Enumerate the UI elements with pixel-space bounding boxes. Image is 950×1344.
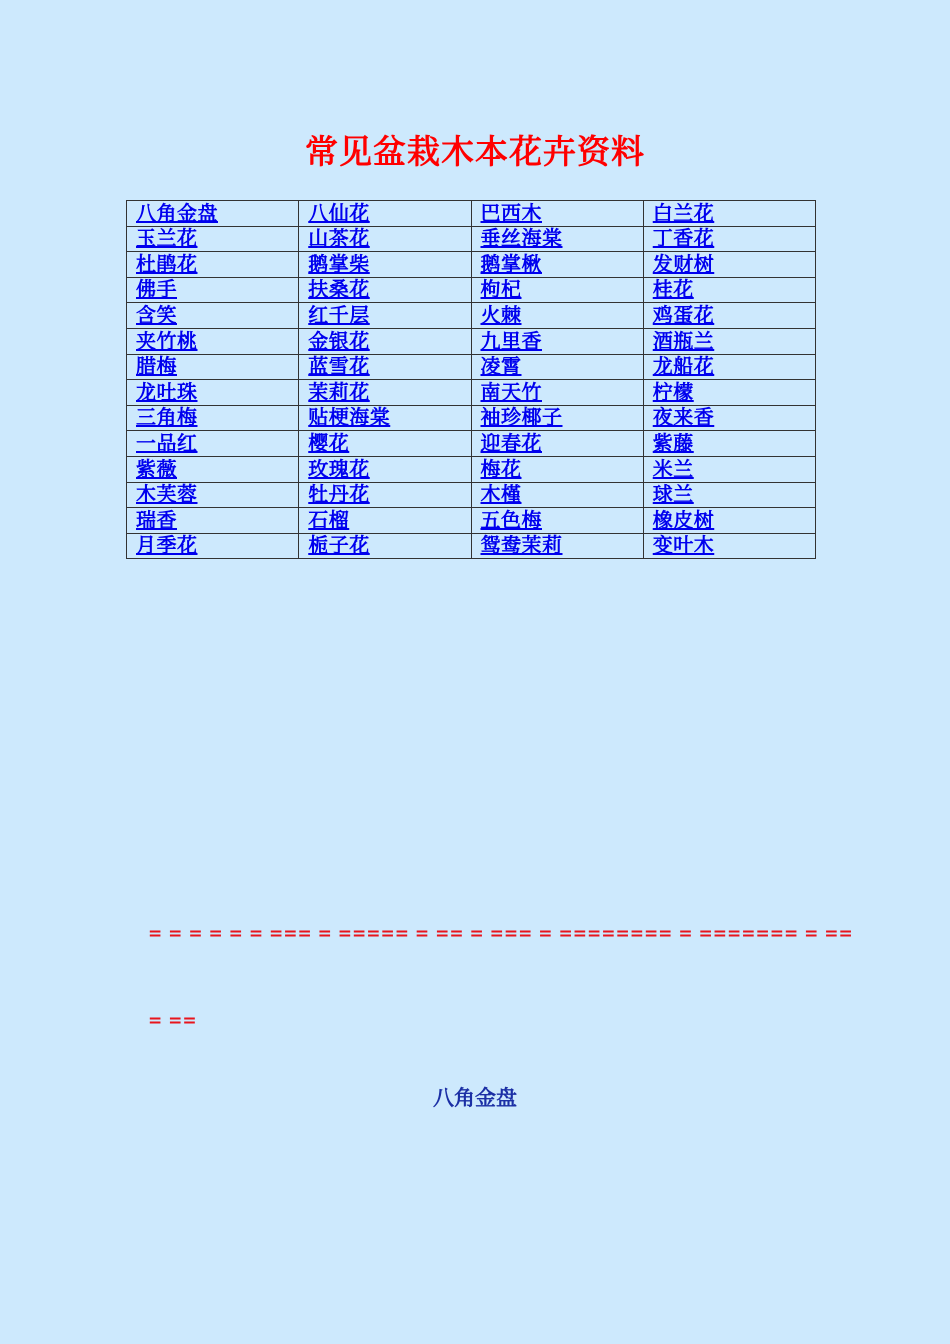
table-cell xyxy=(643,456,815,482)
plant-link[interactable]: 山茶花 xyxy=(308,226,370,251)
plant-link[interactable]: 蓝雪花 xyxy=(308,354,370,379)
plant-link[interactable]: 橡皮树 xyxy=(652,507,715,532)
table-row xyxy=(127,303,816,329)
table-cell xyxy=(299,303,471,329)
plant-link[interactable]: 火棘 xyxy=(480,302,522,327)
table-cell xyxy=(643,354,815,380)
plant-link[interactable]: 红千层 xyxy=(308,302,370,327)
plant-link[interactable]: 月季花 xyxy=(136,533,198,558)
table-cell xyxy=(471,482,643,508)
plant-link[interactable]: 玉兰花 xyxy=(136,226,198,251)
table-cell xyxy=(643,380,815,406)
table-cell xyxy=(127,380,299,406)
table-cell xyxy=(643,303,815,329)
table-cell xyxy=(127,405,299,431)
decorative-divider-end: = == xyxy=(148,1011,197,1031)
plant-link[interactable]: 龙船花 xyxy=(652,354,715,379)
plant-link[interactable]: 柠檬 xyxy=(652,379,694,404)
table-cell xyxy=(471,405,643,431)
table-row xyxy=(127,456,816,482)
table-row xyxy=(127,508,816,534)
table-cell xyxy=(127,482,299,508)
plant-link[interactable]: 金银花 xyxy=(308,328,370,353)
plant-link[interactable]: 贴梗海棠 xyxy=(308,405,391,430)
plant-link[interactable]: 牡丹花 xyxy=(308,482,370,507)
plant-link[interactable]: 一品红 xyxy=(136,430,198,455)
table-cell xyxy=(127,533,299,559)
table-cell xyxy=(471,277,643,303)
plant-link[interactable]: 垂丝海棠 xyxy=(480,226,563,251)
table-cell xyxy=(299,328,471,354)
table-cell xyxy=(471,508,643,534)
plant-link[interactable]: 枸杞 xyxy=(480,277,522,302)
plant-link[interactable]: 龙吐珠 xyxy=(136,379,198,404)
plant-link[interactable]: 白兰花 xyxy=(652,200,715,225)
table-cell xyxy=(471,431,643,457)
section-heading: 八角金盘 xyxy=(433,1086,517,1110)
plant-link[interactable]: 夜来香 xyxy=(652,405,715,430)
plant-link[interactable]: 迎春花 xyxy=(480,430,542,455)
plant-link[interactable]: 凌霄 xyxy=(480,354,522,379)
table-cell xyxy=(471,533,643,559)
table-cell xyxy=(299,252,471,278)
table-cell xyxy=(299,226,471,252)
table-cell xyxy=(127,431,299,457)
table-row xyxy=(127,201,816,227)
plant-link[interactable]: 腊梅 xyxy=(136,354,177,379)
table-row xyxy=(127,405,816,431)
plant-link[interactable]: 紫藤 xyxy=(652,430,694,455)
plant-link[interactable]: 木槿 xyxy=(480,482,522,507)
table-cell xyxy=(127,226,299,252)
plant-link[interactable]: 八角金盘 xyxy=(136,200,218,225)
plant-link[interactable]: 佛手 xyxy=(136,277,177,302)
plant-link[interactable]: 鹅掌楸 xyxy=(480,251,542,276)
plant-link[interactable]: 变叶木 xyxy=(652,533,715,558)
plant-link[interactable]: 梅花 xyxy=(480,456,522,481)
table-cell xyxy=(299,380,471,406)
table-cell xyxy=(643,431,815,457)
table-cell xyxy=(471,456,643,482)
plant-link[interactable]: 樱花 xyxy=(308,430,350,455)
plant-link[interactable]: 巴西木 xyxy=(480,200,542,225)
table-cell xyxy=(643,252,815,278)
table-cell xyxy=(299,405,471,431)
plant-link[interactable]: 鸡蛋花 xyxy=(652,302,715,327)
plant-link[interactable]: 玫瑰花 xyxy=(308,456,370,481)
table-cell xyxy=(299,431,471,457)
plant-index-table xyxy=(126,200,816,559)
table-cell xyxy=(471,201,643,227)
plant-link[interactable]: 米兰 xyxy=(652,456,694,481)
plant-link[interactable]: 瑞香 xyxy=(136,507,177,532)
table-cell xyxy=(643,201,815,227)
table-cell xyxy=(127,508,299,534)
plant-link[interactable]: 杜鹃花 xyxy=(136,251,198,276)
table-cell xyxy=(299,277,471,303)
plant-link[interactable]: 袖珍椰子 xyxy=(480,405,563,430)
table-row xyxy=(127,252,816,278)
plant-link[interactable]: 扶桑花 xyxy=(308,277,370,302)
table-cell xyxy=(127,277,299,303)
plant-link[interactable]: 球兰 xyxy=(652,482,694,507)
table-cell xyxy=(643,533,815,559)
table-row xyxy=(127,226,816,252)
table-cell xyxy=(127,354,299,380)
table-cell xyxy=(299,482,471,508)
plant-link[interactable]: 夹竹桃 xyxy=(136,328,198,353)
table-cell xyxy=(471,380,643,406)
table-cell xyxy=(127,328,299,354)
table-row xyxy=(127,354,816,380)
plant-link[interactable]: 石榴 xyxy=(308,507,350,532)
table-row xyxy=(127,328,816,354)
plant-link[interactable]: 鸳鸯茉莉 xyxy=(480,533,563,558)
table-cell xyxy=(127,456,299,482)
plant-link[interactable]: 酒瓶兰 xyxy=(652,328,715,353)
table-cell xyxy=(127,303,299,329)
table-cell xyxy=(299,456,471,482)
table-cell xyxy=(127,252,299,278)
plant-link[interactable]: 五色梅 xyxy=(480,507,542,532)
plant-link[interactable]: 南天竹 xyxy=(480,379,542,404)
plant-link[interactable]: 丁香花 xyxy=(652,226,715,251)
plant-link[interactable]: 九里香 xyxy=(480,328,542,353)
table-cell xyxy=(471,252,643,278)
decorative-divider: = = = = = = === = ===== = == = === = ======== = ======= = == xyxy=(148,924,853,944)
table-cell xyxy=(643,277,815,303)
table-row xyxy=(127,277,816,303)
table-row xyxy=(127,380,816,406)
table-row xyxy=(127,533,816,559)
table-row xyxy=(127,431,816,457)
table-cell xyxy=(643,328,815,354)
plant-link[interactable]: 栀子花 xyxy=(308,533,370,558)
page-title: 常见盆栽木本花卉资料 xyxy=(305,132,645,171)
table-row xyxy=(127,482,816,508)
plant-link[interactable]: 木芙蓉 xyxy=(136,482,198,507)
plant-link[interactable]: 八仙花 xyxy=(308,200,370,225)
table-cell xyxy=(471,226,643,252)
plant-link[interactable]: 茉莉花 xyxy=(308,379,370,404)
plant-link[interactable]: 含笑 xyxy=(136,302,177,327)
table-cell xyxy=(127,201,299,227)
table-cell xyxy=(299,354,471,380)
plant-link[interactable]: 三角梅 xyxy=(136,405,198,430)
table-cell xyxy=(643,482,815,508)
table-cell xyxy=(299,533,471,559)
table-cell xyxy=(471,328,643,354)
plant-link[interactable]: 紫薇 xyxy=(136,456,177,481)
table-cell xyxy=(643,508,815,534)
table-cell xyxy=(643,405,815,431)
plant-link[interactable]: 发财树 xyxy=(652,251,715,276)
table-cell xyxy=(299,508,471,534)
table-cell xyxy=(643,226,815,252)
plant-link[interactable]: 鹅掌柴 xyxy=(308,251,370,276)
plant-link[interactable]: 桂花 xyxy=(652,277,694,302)
table-cell xyxy=(471,303,643,329)
table-cell xyxy=(299,201,471,227)
table-cell xyxy=(471,354,643,380)
